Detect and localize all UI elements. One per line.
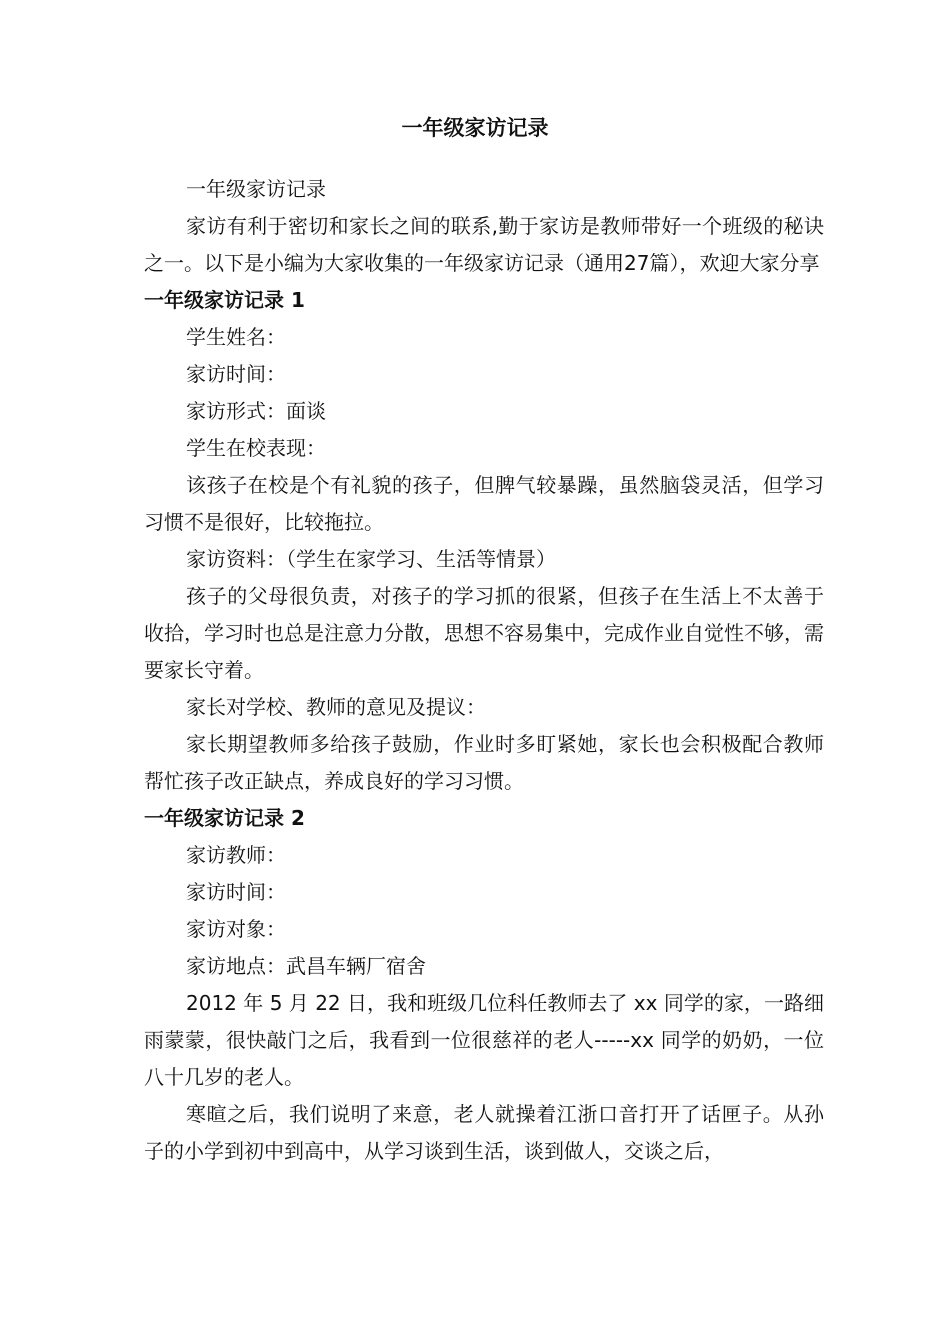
paragraph: 家访时间： [186,880,286,904]
paragraph: 2012 年 5 月 22 日，我和班级几位科任教师去了 xx 同学的家，一路细雨蒙蒙，很快敲门之后，我看到一位很慈祥的老人-----xx 同学的奶奶，一位八十几岁的老人。 [144,991,824,1089]
paragraph: 家访对象： [186,917,286,941]
paragraph: 寒暄之后，我们说明了来意，老人就操着江浙口音打开了话匣子。从孙子的小学到初中到高中，从学习谈到生活，谈到做人，交谈之后， [144,1102,824,1163]
paragraph: 家长对学校、教师的意见及提议： [186,695,486,719]
document-body [144,171,824,1170]
document-title: 一年级家访记录 [401,116,549,140]
paragraph: 学生姓名： [186,325,286,349]
paragraph: 该孩子在校是个有礼貌的孩子，但脾气较暴躁，虽然脑袋灵活，但学习习惯不是很好，比较拖拉。 [144,473,824,534]
paragraph: 家长期望教师多给孩子鼓励，作业时多盯紧她，家长也会积极配合教师帮忙孩子改正缺点，养成良好的学习习惯。 [144,732,824,793]
paragraph: 家访形式：面谈 [186,399,326,423]
intro-paragraph: 一年级家访记录 [186,177,326,201]
paragraph: 学生在校表现： [186,436,326,460]
paragraph: 家访地点：武昌车辆厂宿舍 [186,954,426,978]
section-heading: 一年级家访记录 1 [144,288,305,312]
paragraph: 孩子的父母很负责，对孩子的学习抓的很紧，但孩子在生活上不太善于收拾，学习时也总是注意力分散，思想不容易集中，完成作业自觉性不够，需要家长守着。 [144,584,824,682]
paragraph: 家访教师： [186,843,286,867]
intro-paragraph: 家访有利于密切和家长之间的联系,勤于家访是教师带好一个班级的秘诀之一。以下是小编为大家收集的一年级家访记录（通用27篇），欢迎大家分享 [144,214,824,275]
section-heading: 一年级家访记录 2 [144,806,305,830]
paragraph: 家访资料：（学生在家学习、生活等情景） [186,547,556,571]
paragraph: 家访时间： [186,362,286,386]
